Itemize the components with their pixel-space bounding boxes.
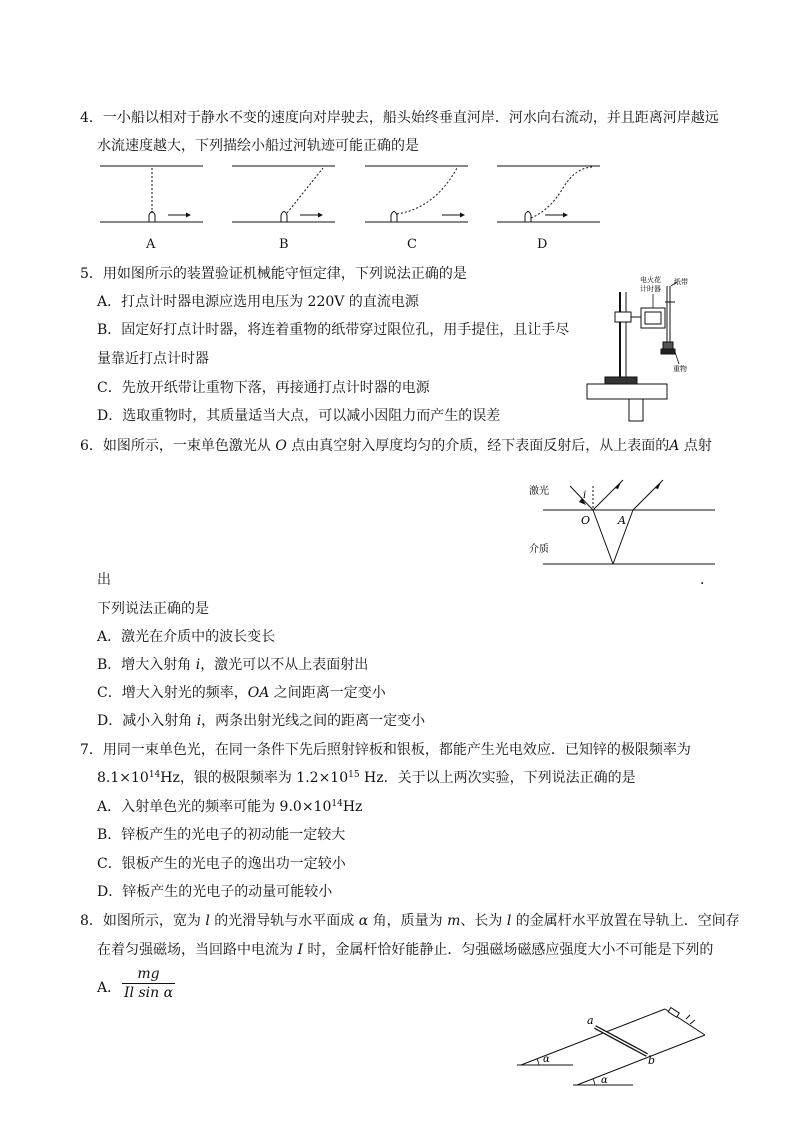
- q7-option-a: A．入射单色光的频率可能为 $9.0\times 10^{14}Hz$: [97, 799, 363, 815]
- q6-option-c: C．增大入射光的频率，OA 之间距离一定变小: [97, 685, 386, 701]
- q6-stem-out: 出: [97, 572, 111, 588]
- q5-option-b-line2: 量靠近打点计时器: [97, 351, 209, 367]
- q7-option-d: D．锌板产生的光电子的动量可能较小: [97, 884, 333, 900]
- q5-stem: 5．用如图所示的装置验证机械能守恒定律，下列说法正确的是: [80, 266, 467, 282]
- q4-diagram-b: [232, 166, 335, 222]
- q6-angle-label: i: [583, 490, 587, 501]
- q6-option-b: B．增大入射角 i，激光可以不从上表面射出: [97, 657, 369, 673]
- q5-weight-label: 重物: [673, 365, 687, 373]
- q4-diagram-a: [100, 166, 203, 222]
- q4-option-b: B: [279, 237, 289, 252]
- q6-laser-label: 激光: [529, 486, 549, 497]
- q8-stem-line2: 在着匀强磁场，当回路中电流为 I 时，金属杆恰好能静止．匀强磁场磁感应强度大小不可能是下列的: [97, 942, 714, 958]
- q8-option-a-numerator: mg: [137, 966, 160, 982]
- q4-stem-line1: 4．一小船以相对于静水不变的速度向对岸驶去，船头始终垂直河岸．河水向右流动，并且距离河岸越远: [80, 110, 719, 126]
- q5-tape-label: 纸带: [674, 278, 688, 286]
- q8-rod-end-a: a: [587, 1014, 594, 1027]
- q8-stem-line1: 8．如图所示，宽为 l 的光滑导轨与水平面成 α 角，质量为 m、长为 l 的金属杆水平放置在导轨上．空间存: [80, 913, 740, 929]
- q5-option-c: C．先放开纸带让重物下落，再接通打点计时器的电源: [97, 380, 430, 396]
- q4-diagram-c: [365, 166, 468, 222]
- q8-option-a-label: A．: [97, 980, 122, 996]
- fraction-bar: [122, 983, 175, 984]
- q6-option-d: D．减小入射角 i，两条出射光线之间的距离一定变小: [97, 713, 426, 729]
- q6-medium-label: 介质: [529, 544, 549, 555]
- q4-trajectory-figure: [95, 160, 615, 230]
- q7-stem: 7．用同一束单色光，在同一条件下先后照射锌板和银板，都能产生光电效应．已知锌的极限频率为: [80, 742, 691, 758]
- q4-option-a: A: [146, 237, 156, 252]
- q7-option-b: B．锌板产生的光电子的初动能一定较大: [97, 827, 346, 843]
- q5-timer-label-1: 电火花: [640, 276, 661, 284]
- q4-stem-line2: 水流速度越大，下列描绘小船过河轨迹可能正确的是: [97, 138, 419, 154]
- q8-option-a-denominator: Il sin α: [124, 985, 174, 1001]
- q6-lead: 下列说法正确的是: [97, 601, 209, 617]
- q6-stem-period: ．: [700, 572, 714, 588]
- q6-stem: 6．如图所示，一束单色激光从 O 点由真空射入厚度均匀的介质，经下表面反射后，从上表面的A 点射: [80, 438, 712, 454]
- q4-diagram-d: [497, 166, 600, 222]
- q6-point-o: O: [581, 514, 591, 527]
- q4-option-d: D: [537, 237, 548, 252]
- q4-option-c: C: [407, 237, 417, 252]
- q8-option-a-fraction: [122, 966, 175, 1001]
- q8-angle-2: α: [601, 1075, 608, 1086]
- q5-apparatus-figure: [585, 272, 695, 422]
- q6-point-a: A: [618, 514, 626, 527]
- q7-option-c: C．银板产生的光电子的逸出功一定较小: [97, 856, 346, 872]
- q6-option-a: A．激光在介质中的波长变长: [97, 629, 276, 645]
- q8-rail-figure: [515, 998, 715, 1090]
- q6-refraction-figure: [525, 472, 725, 572]
- q8-rod-end-b: b: [648, 1054, 656, 1067]
- q5-option-d: D．选取重物时，其质量适当大点，可以减小因阻力而产生的误差: [97, 408, 501, 424]
- q7-stem-line2: $8.1\times 10^{14}Hz$，银的极限频率为 $1.2\times 10^{15}$ Hz．关于以上两次实验，下列说法正确的是: [97, 770, 636, 786]
- q5-option-b-line1: B．固定好打点计时器，将连着重物的纸带穿过限位孔，用手提住，且让手尽: [97, 322, 570, 338]
- q5-timer-label-2: 计时器: [640, 285, 661, 293]
- q5-option-a: A．打点计时器电源应选用电压为 220V 的直流电源: [97, 294, 419, 310]
- q8-angle-1: α: [543, 1054, 550, 1065]
